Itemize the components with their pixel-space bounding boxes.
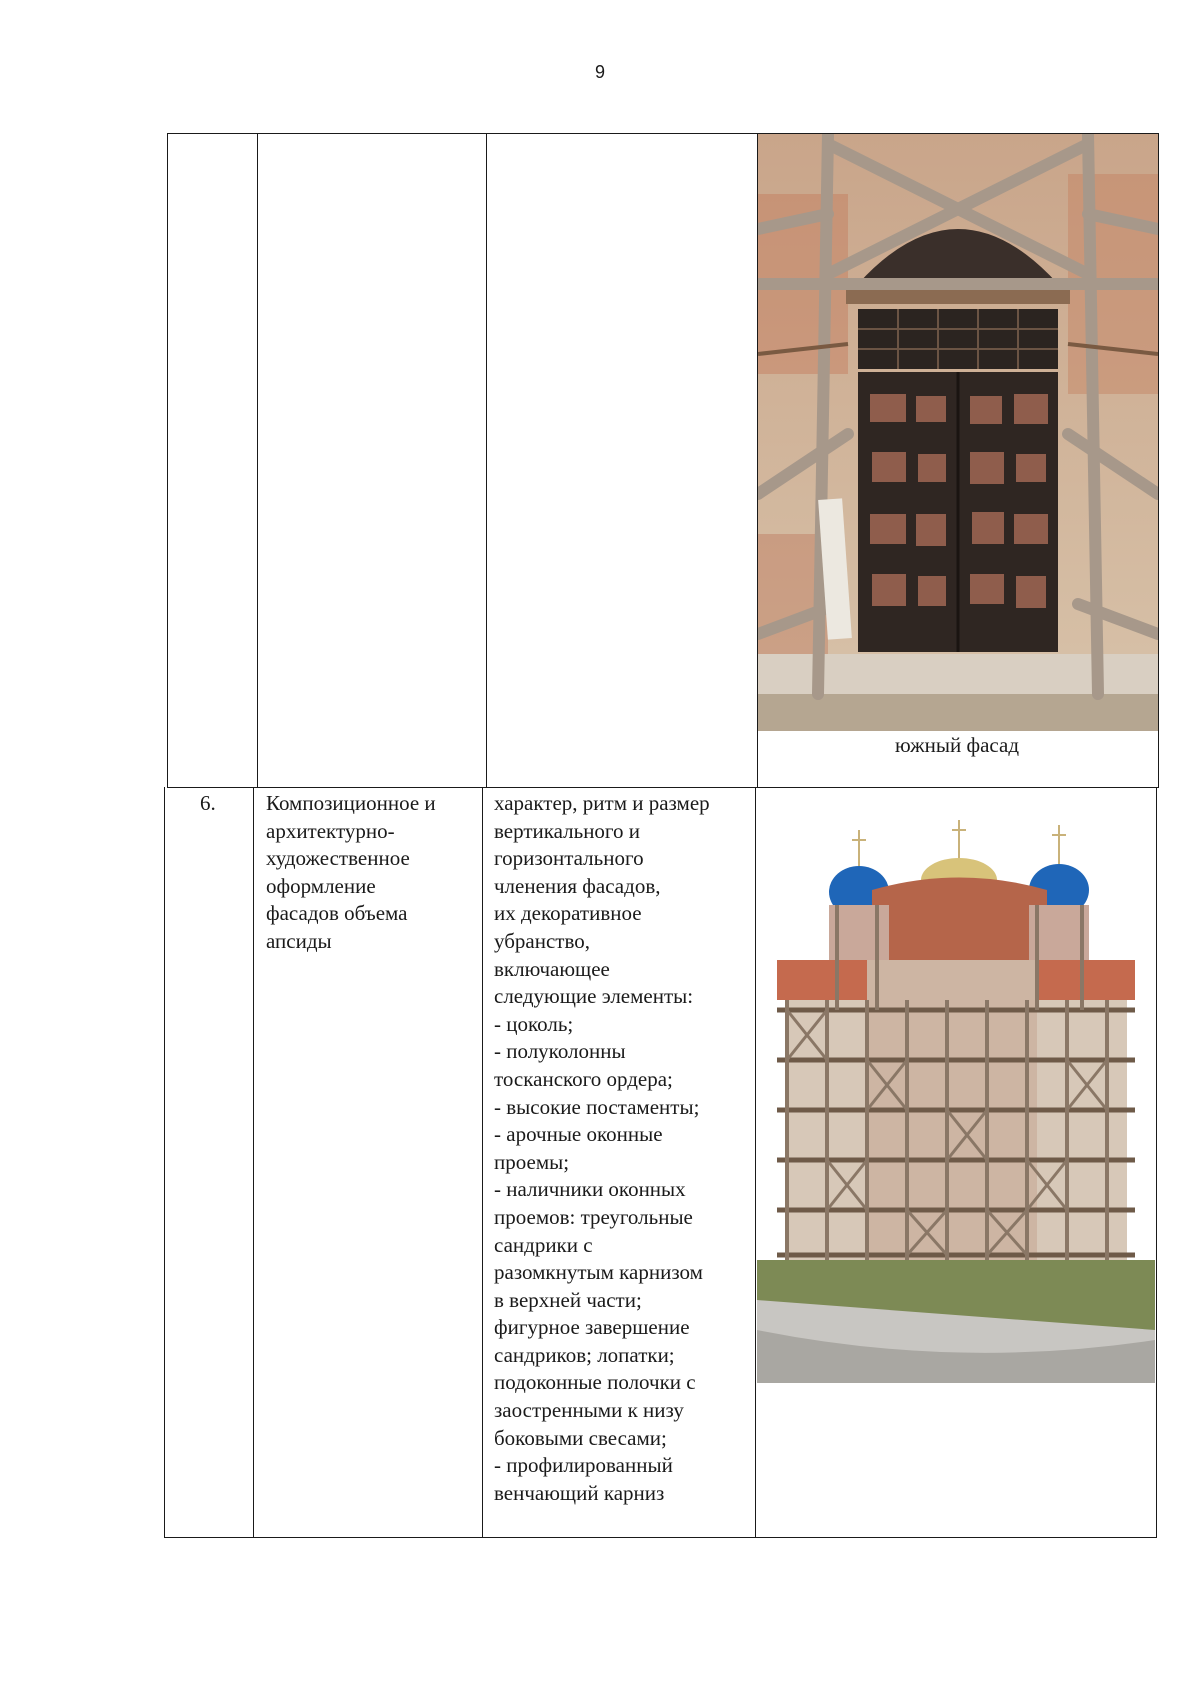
description-line: - арочные оконные xyxy=(494,1122,663,1147)
description-line: подоконные полочки с xyxy=(494,1370,696,1395)
description-line: - полуколонны xyxy=(494,1039,626,1064)
description-line: венчающий карниз xyxy=(494,1480,665,1505)
description-line: в верхней части; xyxy=(494,1287,642,1312)
subject-line: апсиды xyxy=(266,928,332,953)
description-line: горизонтального xyxy=(494,846,644,871)
subject-line: художественное xyxy=(266,846,410,871)
description-line: боковыми свесами; xyxy=(494,1425,667,1450)
subject-cell xyxy=(266,790,480,956)
subject-line: архитектурно- xyxy=(266,818,395,843)
subject-line: оформление xyxy=(266,873,376,898)
church-door-scaffolding-photo xyxy=(758,134,1158,731)
description-line: следующие элементы: xyxy=(494,984,694,1009)
description-line: - цоколь; xyxy=(494,1011,574,1036)
description-line: членения фасадов, xyxy=(494,873,661,898)
description-line: тосканского ордера; xyxy=(494,1066,673,1091)
description-line: убранство, xyxy=(494,928,590,953)
description-line: проемы; xyxy=(494,1149,570,1174)
description-line: включающее xyxy=(494,956,610,981)
page-number: 9 xyxy=(594,62,605,82)
photo-caption: южный фасад xyxy=(894,733,1020,757)
description-cell xyxy=(494,790,756,1507)
description-line: - наличники оконных xyxy=(494,1177,686,1202)
description-line: вертикального и xyxy=(494,818,641,843)
subject-line: фасадов объема xyxy=(266,901,408,926)
row-number: 6. xyxy=(200,791,216,815)
description-line: - высокие постаменты; xyxy=(494,1094,700,1119)
description-line: фигурное завершение xyxy=(494,1315,690,1340)
description-line: разомкнутым карнизом xyxy=(494,1260,703,1285)
description-line: - профилированный xyxy=(494,1453,673,1478)
description-line: проемов: треугольные xyxy=(494,1204,693,1229)
subject-line: Композиционное и xyxy=(266,791,436,815)
description-line: сандрики с xyxy=(494,1232,593,1257)
description-line: характер, ритм и размер xyxy=(494,791,710,815)
church-apse-scaffolding-photo xyxy=(757,810,1155,1383)
description-line: сандриков; лопатки; xyxy=(494,1342,675,1367)
description-line: их декоративное xyxy=(494,901,642,926)
description-line: заостренными к низу xyxy=(494,1398,684,1423)
